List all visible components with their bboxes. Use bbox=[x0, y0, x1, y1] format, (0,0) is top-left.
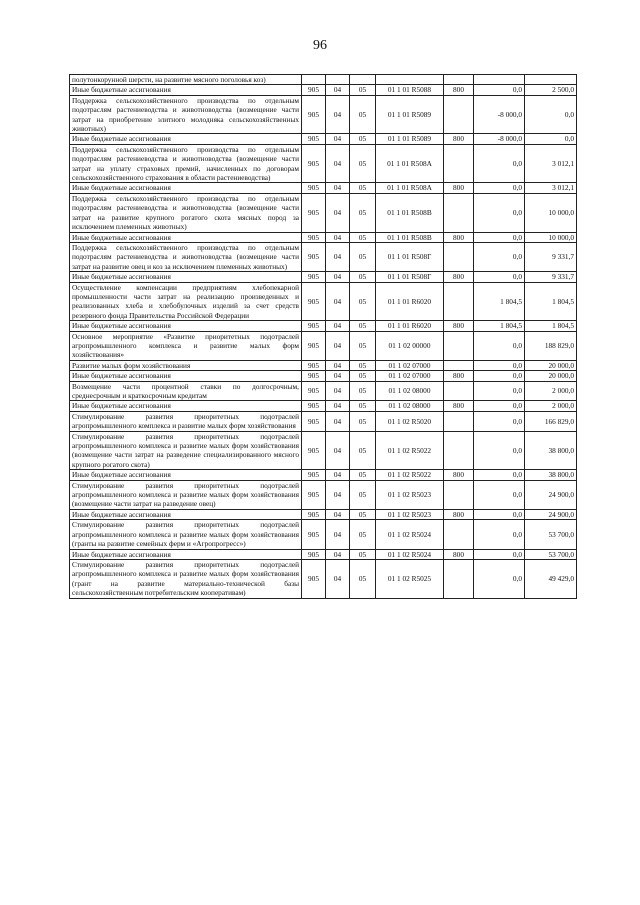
ministry-code-cell: 905 bbox=[302, 85, 326, 95]
expense-type-cell: 800 bbox=[444, 470, 474, 480]
section-code-cell: 04 bbox=[326, 232, 350, 242]
expense-type-cell: 800 bbox=[444, 272, 474, 282]
section-code-cell: 04 bbox=[326, 549, 350, 559]
expense-type-cell bbox=[444, 75, 474, 85]
table-row bbox=[70, 480, 577, 509]
subsection-code-cell: 05 bbox=[350, 144, 376, 183]
subsection-code-cell: 05 bbox=[350, 193, 376, 232]
total-amount-cell: 20 000,0 bbox=[525, 371, 577, 381]
subsection-code-cell: 05 bbox=[350, 470, 376, 480]
target-article-cell: 01 1 02 08000 bbox=[376, 401, 444, 411]
target-article-cell: 01 1 01 R508В bbox=[376, 193, 444, 232]
target-article-cell: 01 1 01 R508А bbox=[376, 183, 444, 193]
change-amount-cell: 0,0 bbox=[474, 549, 525, 559]
row-name-cell: Поддержка сельскохозяйственного производства по отдельным подотраслям растениеводства и животноводства (возмещение части затрат на развитие овец и коз за исключением племенных животных) bbox=[70, 242, 302, 271]
target-article-cell: 01 1 02 R5024 bbox=[376, 520, 444, 549]
total-amount-cell: 53 700,0 bbox=[525, 549, 577, 559]
row-name-cell: Поддержка сельскохозяйственного производства по отдельным подотраслям растениеводства и животноводства (возмещение части затрат на уплату страховых премий, начисленных по договорам сельскохозяйственного страхования в области растениеводства) bbox=[70, 144, 302, 183]
section-code-cell: 04 bbox=[326, 401, 350, 411]
ministry-code-cell: 905 bbox=[302, 242, 326, 271]
total-amount-cell: 2 500,0 bbox=[525, 85, 577, 95]
row-name-cell: Основное мероприятие «Развитие приоритетных подотраслей агропромышленного комплекса и развитие малых форм хозяйствования» bbox=[70, 331, 302, 360]
change-amount-cell: 0,0 bbox=[474, 480, 525, 509]
section-code-cell: 04 bbox=[326, 360, 350, 370]
change-amount-cell: 1 804,5 bbox=[474, 282, 525, 321]
target-article-cell: 01 1 02 R5020 bbox=[376, 411, 444, 431]
ministry-code-cell: 905 bbox=[302, 95, 326, 134]
total-amount-cell: 3 012,1 bbox=[525, 183, 577, 193]
expense-type-cell bbox=[444, 331, 474, 360]
target-article-cell: 01 1 02 00000 bbox=[376, 331, 444, 360]
expense-type-cell bbox=[444, 381, 474, 401]
ministry-code-cell: 905 bbox=[302, 480, 326, 509]
total-amount-cell: 38 800,0 bbox=[525, 470, 577, 480]
table-row bbox=[70, 520, 577, 549]
subsection-code-cell: 05 bbox=[350, 549, 376, 559]
subsection-code-cell: 05 bbox=[350, 242, 376, 271]
target-article-cell: 01 1 02 07000 bbox=[376, 371, 444, 381]
subsection-code-cell: 05 bbox=[350, 509, 376, 519]
change-amount-cell: 0,0 bbox=[474, 183, 525, 193]
change-amount-cell: 0,0 bbox=[474, 193, 525, 232]
total-amount-cell: 1 804,5 bbox=[525, 321, 577, 331]
expense-type-cell: 800 bbox=[444, 509, 474, 519]
budget-table-body bbox=[70, 75, 577, 599]
table-row bbox=[70, 272, 577, 282]
total-amount-cell: 10 000,0 bbox=[525, 232, 577, 242]
section-code-cell: 04 bbox=[326, 272, 350, 282]
target-article-cell: 01 1 01 R5088 bbox=[376, 85, 444, 95]
change-amount-cell: 0,0 bbox=[474, 559, 525, 598]
total-amount-cell: 3 012,1 bbox=[525, 144, 577, 183]
total-amount-cell: 188 829,0 bbox=[525, 331, 577, 360]
ministry-code-cell: 905 bbox=[302, 321, 326, 331]
change-amount-cell: 0,0 bbox=[474, 401, 525, 411]
section-code-cell: 04 bbox=[326, 193, 350, 232]
table-row bbox=[70, 95, 577, 134]
section-code-cell: 04 bbox=[326, 321, 350, 331]
row-name-cell: Иные бюджетные ассигнования bbox=[70, 549, 302, 559]
target-article-cell: 01 1 02 R5022 bbox=[376, 431, 444, 470]
expense-type-cell bbox=[444, 431, 474, 470]
expense-type-cell: 800 bbox=[444, 549, 474, 559]
table-row bbox=[70, 470, 577, 480]
ministry-code-cell: 905 bbox=[302, 193, 326, 232]
subsection-code-cell: 05 bbox=[350, 232, 376, 242]
section-code-cell: 04 bbox=[326, 331, 350, 360]
row-name-cell: Поддержка сельскохозяйственного производства по отдельным подотраслям растениеводства и животноводства (возмещение части затрат на развитие крупного рогатого скота мясных пород за исключением племенных животных) bbox=[70, 193, 302, 232]
table-row bbox=[70, 242, 577, 271]
ministry-code-cell bbox=[302, 75, 326, 85]
ministry-code-cell: 905 bbox=[302, 144, 326, 183]
subsection-code-cell: 05 bbox=[350, 183, 376, 193]
subsection-code-cell: 05 bbox=[350, 95, 376, 134]
subsection-code-cell: 05 bbox=[350, 134, 376, 144]
expense-type-cell bbox=[444, 282, 474, 321]
row-name-cell: Стимулирование развития приоритетных подотраслей агропромышленного комплекса и развитие малых форм хозяйствования bbox=[70, 411, 302, 431]
section-code-cell: 04 bbox=[326, 242, 350, 271]
total-amount-cell: 38 800,0 bbox=[525, 431, 577, 470]
target-article-cell: 01 1 01 R5089 bbox=[376, 95, 444, 134]
target-article-cell: 01 1 02 R5022 bbox=[376, 470, 444, 480]
table-row bbox=[70, 134, 577, 144]
change-amount-cell: 0,0 bbox=[474, 272, 525, 282]
row-name-cell: Стимулирование развития приоритетных подотраслей агропромышленного комплекса и развитие малых форм хозяйствования (возмещение части затрат на разведение специализированного мясного крупного рогатого скота) bbox=[70, 431, 302, 470]
change-amount-cell: 0,0 bbox=[474, 411, 525, 431]
total-amount-cell: 53 700,0 bbox=[525, 520, 577, 549]
change-amount-cell: 0,0 bbox=[474, 85, 525, 95]
section-code-cell: 04 bbox=[326, 282, 350, 321]
table-row bbox=[70, 232, 577, 242]
ministry-code-cell: 905 bbox=[302, 282, 326, 321]
subsection-code-cell: 05 bbox=[350, 371, 376, 381]
subsection-code-cell: 05 bbox=[350, 559, 376, 598]
table-row bbox=[70, 411, 577, 431]
expense-type-cell bbox=[444, 242, 474, 271]
subsection-code-cell: 05 bbox=[350, 411, 376, 431]
target-article-cell: 01 1 01 R5089 bbox=[376, 134, 444, 144]
total-amount-cell: 49 429,0 bbox=[525, 559, 577, 598]
target-article-cell: 01 1 01 R508Г bbox=[376, 272, 444, 282]
change-amount-cell: 0,0 bbox=[474, 470, 525, 480]
total-amount-cell: 2 000,0 bbox=[525, 401, 577, 411]
total-amount-cell bbox=[525, 75, 577, 85]
change-amount-cell bbox=[474, 75, 525, 85]
target-article-cell: 01 1 01 R508Г bbox=[376, 242, 444, 271]
expense-type-cell: 800 bbox=[444, 371, 474, 381]
table-row bbox=[70, 401, 577, 411]
ministry-code-cell: 905 bbox=[302, 411, 326, 431]
row-name-cell: Иные бюджетные ассигнования bbox=[70, 470, 302, 480]
change-amount-cell: 0,0 bbox=[474, 232, 525, 242]
target-article-cell: 01 1 02 07000 bbox=[376, 360, 444, 370]
section-code-cell bbox=[326, 75, 350, 85]
change-amount-cell: 0,0 bbox=[474, 144, 525, 183]
budget-table bbox=[69, 74, 577, 599]
ministry-code-cell: 905 bbox=[302, 134, 326, 144]
subsection-code-cell: 05 bbox=[350, 431, 376, 470]
section-code-cell: 04 bbox=[326, 509, 350, 519]
expense-type-cell bbox=[444, 480, 474, 509]
expense-type-cell bbox=[444, 144, 474, 183]
table-row bbox=[70, 144, 577, 183]
row-name-cell: Иные бюджетные ассигнования bbox=[70, 371, 302, 381]
row-name-cell: Иные бюджетные ассигнования bbox=[70, 85, 302, 95]
row-name-cell: Развитие малых форм хозяйствования bbox=[70, 360, 302, 370]
expense-type-cell bbox=[444, 360, 474, 370]
section-code-cell: 04 bbox=[326, 520, 350, 549]
target-article-cell: 01 1 02 R5025 bbox=[376, 559, 444, 598]
total-amount-cell: 24 900,0 bbox=[525, 480, 577, 509]
expense-type-cell: 800 bbox=[444, 321, 474, 331]
row-name-cell: Иные бюджетные ассигнования bbox=[70, 134, 302, 144]
ministry-code-cell: 905 bbox=[302, 431, 326, 470]
expense-type-cell bbox=[444, 193, 474, 232]
row-name-cell: Иные бюджетные ассигнования bbox=[70, 232, 302, 242]
change-amount-cell: 0,0 bbox=[474, 242, 525, 271]
table-row bbox=[70, 559, 577, 598]
ministry-code-cell: 905 bbox=[302, 381, 326, 401]
subsection-code-cell: 05 bbox=[350, 381, 376, 401]
total-amount-cell: 1 804,5 bbox=[525, 282, 577, 321]
target-article-cell: 01 1 02 R5023 bbox=[376, 509, 444, 519]
total-amount-cell: 2 000,0 bbox=[525, 381, 577, 401]
ministry-code-cell: 905 bbox=[302, 183, 326, 193]
section-code-cell: 04 bbox=[326, 431, 350, 470]
section-code-cell: 04 bbox=[326, 183, 350, 193]
expense-type-cell: 800 bbox=[444, 85, 474, 95]
section-code-cell: 04 bbox=[326, 144, 350, 183]
target-article-cell: 01 1 01 R6020 bbox=[376, 282, 444, 321]
ministry-code-cell: 905 bbox=[302, 272, 326, 282]
total-amount-cell: 0,0 bbox=[525, 134, 577, 144]
total-amount-cell: 0,0 bbox=[525, 95, 577, 134]
ministry-code-cell: 905 bbox=[302, 371, 326, 381]
subsection-code-cell: 05 bbox=[350, 282, 376, 321]
subsection-code-cell: 05 bbox=[350, 321, 376, 331]
table-row bbox=[70, 331, 577, 360]
total-amount-cell: 10 000,0 bbox=[525, 193, 577, 232]
target-article-cell: 01 1 02 R5024 bbox=[376, 549, 444, 559]
target-article-cell: 01 1 02 08000 bbox=[376, 381, 444, 401]
ministry-code-cell: 905 bbox=[302, 549, 326, 559]
subsection-code-cell bbox=[350, 75, 376, 85]
subsection-code-cell: 05 bbox=[350, 360, 376, 370]
table-row bbox=[70, 75, 577, 85]
ministry-code-cell: 905 bbox=[302, 401, 326, 411]
section-code-cell: 04 bbox=[326, 480, 350, 509]
row-name-cell: Иные бюджетные ассигнования bbox=[70, 272, 302, 282]
target-article-cell: 01 1 01 R508А bbox=[376, 144, 444, 183]
ministry-code-cell: 905 bbox=[302, 520, 326, 549]
change-amount-cell: -8 000,0 bbox=[474, 95, 525, 134]
row-name-cell: Иные бюджетные ассигнования bbox=[70, 183, 302, 193]
ministry-code-cell: 905 bbox=[302, 470, 326, 480]
ministry-code-cell: 905 bbox=[302, 559, 326, 598]
table-row bbox=[70, 85, 577, 95]
section-code-cell: 04 bbox=[326, 371, 350, 381]
change-amount-cell: 0,0 bbox=[474, 331, 525, 360]
table-row bbox=[70, 509, 577, 519]
section-code-cell: 04 bbox=[326, 411, 350, 431]
row-name-cell: Возмещение части процентной ставки по долгосрочным, среднесрочным и краткосрочным кредитам bbox=[70, 381, 302, 401]
ministry-code-cell: 905 bbox=[302, 232, 326, 242]
section-code-cell: 04 bbox=[326, 85, 350, 95]
table-row bbox=[70, 193, 577, 232]
subsection-code-cell: 05 bbox=[350, 401, 376, 411]
row-name-cell: Осуществление компенсации предприятиям хлебопекарной промышленности части затрат на реализацию произведенных и реализованных хлеба и хлебобулочных изделий за счет средств резервного фонда Правительства Российской Федерации bbox=[70, 282, 302, 321]
subsection-code-cell: 05 bbox=[350, 272, 376, 282]
expense-type-cell bbox=[444, 411, 474, 431]
table-row bbox=[70, 282, 577, 321]
subsection-code-cell: 05 bbox=[350, 85, 376, 95]
change-amount-cell: 0,0 bbox=[474, 381, 525, 401]
row-name-cell: Иные бюджетные ассигнования bbox=[70, 509, 302, 519]
section-code-cell: 04 bbox=[326, 134, 350, 144]
section-code-cell: 04 bbox=[326, 381, 350, 401]
change-amount-cell: -8 000,0 bbox=[474, 134, 525, 144]
change-amount-cell: 0,0 bbox=[474, 509, 525, 519]
table-row bbox=[70, 183, 577, 193]
expense-type-cell bbox=[444, 95, 474, 134]
expense-type-cell bbox=[444, 520, 474, 549]
row-name-cell: Иные бюджетные ассигнования bbox=[70, 321, 302, 331]
total-amount-cell: 9 331,7 bbox=[525, 272, 577, 282]
table-row bbox=[70, 371, 577, 381]
target-article-cell: 01 1 02 R5023 bbox=[376, 480, 444, 509]
subsection-code-cell: 05 bbox=[350, 331, 376, 360]
table-row bbox=[70, 360, 577, 370]
row-name-cell: полутонкорунной шерсти, на развитие мясного поголовья коз) bbox=[70, 75, 302, 85]
row-name-cell: Стимулирование развития приоритетных подотраслей агропромышленного комплекса и развитие малых форм хозяйствования (возмещение части затрат на разведение овец) bbox=[70, 480, 302, 509]
subsection-code-cell: 05 bbox=[350, 480, 376, 509]
table-row bbox=[70, 549, 577, 559]
expense-type-cell bbox=[444, 559, 474, 598]
expense-type-cell: 800 bbox=[444, 232, 474, 242]
table-row bbox=[70, 431, 577, 470]
section-code-cell: 04 bbox=[326, 470, 350, 480]
total-amount-cell: 24 900,0 bbox=[525, 509, 577, 519]
section-code-cell: 04 bbox=[326, 95, 350, 134]
table-row bbox=[70, 381, 577, 401]
section-code-cell: 04 bbox=[326, 559, 350, 598]
page-number: 96 bbox=[313, 38, 327, 53]
change-amount-cell: 0,0 bbox=[474, 360, 525, 370]
change-amount-cell: 0,0 bbox=[474, 371, 525, 381]
row-name-cell: Иные бюджетные ассигнования bbox=[70, 401, 302, 411]
expense-type-cell: 800 bbox=[444, 401, 474, 411]
ministry-code-cell: 905 bbox=[302, 360, 326, 370]
table-row bbox=[70, 321, 577, 331]
ministry-code-cell: 905 bbox=[302, 509, 326, 519]
total-amount-cell: 166 829,0 bbox=[525, 411, 577, 431]
total-amount-cell: 9 331,7 bbox=[525, 242, 577, 271]
change-amount-cell: 0,0 bbox=[474, 431, 525, 470]
target-article-cell: 01 1 01 R508В bbox=[376, 232, 444, 242]
target-article-cell bbox=[376, 75, 444, 85]
change-amount-cell: 1 804,5 bbox=[474, 321, 525, 331]
change-amount-cell: 0,0 bbox=[474, 520, 525, 549]
row-name-cell: Стимулирование развития приоритетных подотраслей агропромышленного комплекса и развитие малых форм хозяйствования (грант на развитие материально-технической базы сельскохозяйственным потребительским кооперативам) bbox=[70, 559, 302, 598]
expense-type-cell: 800 bbox=[444, 134, 474, 144]
row-name-cell: Стимулирование развития приоритетных подотраслей агропромышленного комплекса и развитие малых форм хозяйствования (гранты на развитие семейных ферм и «Агропрогресс») bbox=[70, 520, 302, 549]
target-article-cell: 01 1 01 R6020 bbox=[376, 321, 444, 331]
ministry-code-cell: 905 bbox=[302, 331, 326, 360]
expense-type-cell: 800 bbox=[444, 183, 474, 193]
total-amount-cell: 20 000,0 bbox=[525, 360, 577, 370]
subsection-code-cell: 05 bbox=[350, 520, 376, 549]
row-name-cell: Поддержка сельскохозяйственного производства по отдельным подотраслям растениеводства и животноводства (возмещение части затрат на приобретение элитного молодняка сельскохозяйственных животных) bbox=[70, 95, 302, 134]
